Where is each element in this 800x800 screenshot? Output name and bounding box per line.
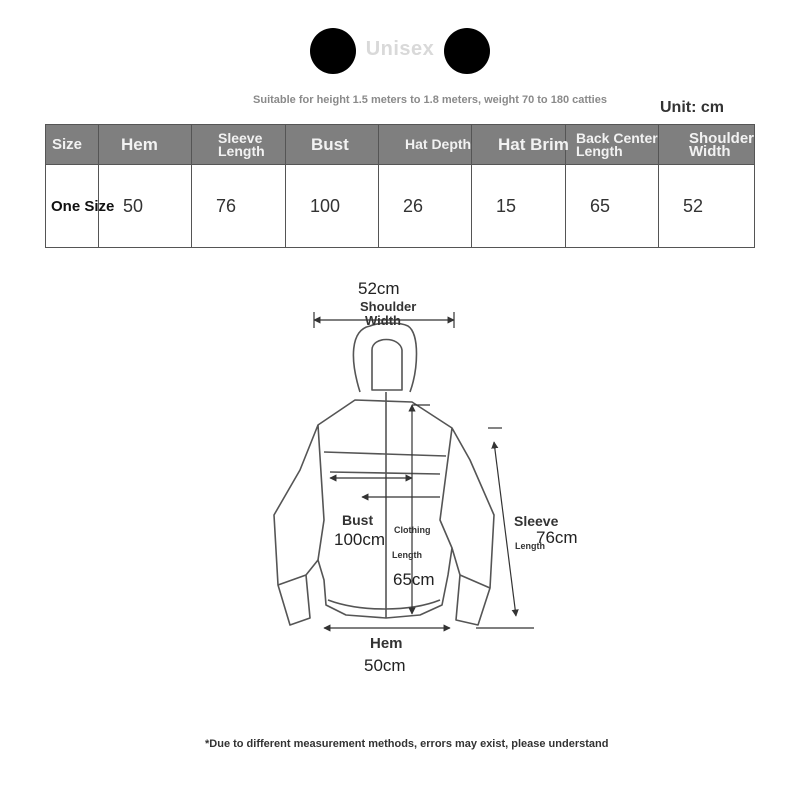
hem-label: Hem	[370, 635, 403, 652]
hood-shape	[353, 323, 416, 392]
jacket-outline	[274, 323, 494, 625]
unisex-badge	[310, 28, 490, 74]
left-cuff	[278, 575, 306, 585]
cell-back-center-length: 65	[566, 165, 659, 248]
col-bust: Bust	[286, 125, 379, 165]
row-size: One Size	[46, 165, 99, 248]
sleeve-label-2: Length	[515, 541, 545, 551]
col-size: Size	[46, 125, 99, 165]
col-back-center-length: Back Center Length	[566, 125, 659, 165]
hem-value: 50cm	[364, 656, 406, 675]
clothing-value: 65cm	[393, 570, 435, 589]
sleeve-arrow	[494, 442, 516, 616]
sleeve-label: Sleeve	[514, 513, 559, 529]
col-hat-depth: Hat Depth	[379, 125, 472, 165]
shoulder-value: 52cm	[358, 279, 400, 298]
fit-note: Suitable for height 1.5 meters to 1.8 meters, weight 70 to 180 catties	[253, 94, 607, 106]
bust-label: Bust	[342, 512, 374, 528]
measurement-disclaimer: *Due to different measurement methods, errors may exist, please understand	[205, 738, 609, 750]
jacket-body	[274, 400, 494, 625]
shoulder-label-2: Width	[365, 313, 401, 328]
size-table	[45, 124, 755, 248]
right-cuff	[460, 575, 490, 588]
jacket-measurement-diagram	[0, 260, 800, 680]
cell-hat-depth: 26	[379, 165, 472, 248]
col-sleeve-length: Sleeve Length	[192, 125, 286, 165]
chest-panel-line-2	[330, 472, 440, 474]
sleeve-value: 76cm	[536, 528, 578, 547]
gender-label: Unisex	[365, 38, 435, 60]
col-hat-brim: Hat Brim	[472, 125, 566, 165]
hem-band	[328, 600, 440, 609]
cell-bust: 100	[286, 165, 379, 248]
unit-label: Unit: cm	[660, 99, 724, 116]
cell-shoulder-width: 52	[659, 165, 755, 248]
cell-hat-brim: 15	[472, 165, 566, 248]
col-shoulder-width: Shoulder Width	[659, 125, 755, 165]
table-header-row	[46, 125, 755, 165]
cell-hem: 50	[99, 165, 192, 248]
cell-sleeve-length: 76	[192, 165, 286, 248]
clothing-label-2: Length	[392, 550, 422, 560]
hood-opening	[372, 340, 402, 391]
shoulder-label-1: Shoulder	[360, 299, 417, 314]
table-row	[46, 165, 755, 248]
bust-value: 100cm	[334, 530, 386, 549]
col-hem: Hem	[99, 125, 192, 165]
clothing-label-1: Clothing	[394, 525, 431, 535]
left-sleeve-seam	[318, 425, 324, 560]
right-sleeve-seam	[440, 428, 452, 548]
chest-panel-line	[324, 452, 446, 456]
